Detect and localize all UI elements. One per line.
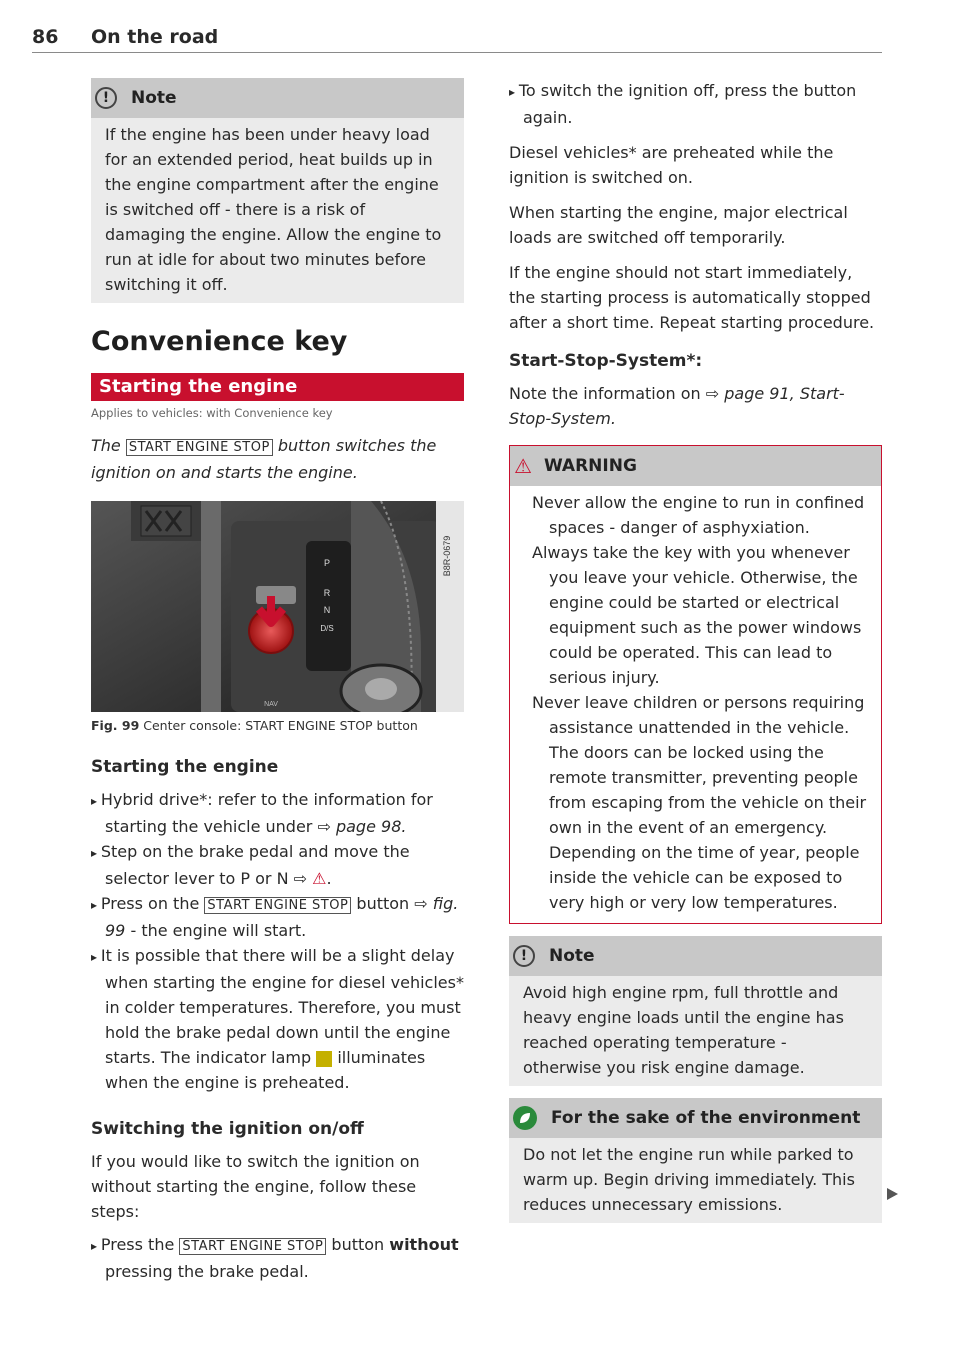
page-ref-link[interactable]: ⇨ page 91, Start-Stop-System.	[509, 384, 845, 428]
start-stop-text	[509, 381, 882, 431]
warning-icon: ⚠	[312, 869, 327, 888]
figure-ref-link[interactable]: ⇨ fig. 99	[105, 894, 459, 940]
note-box-2	[509, 936, 882, 1086]
b3-button-word: button	[356, 894, 410, 913]
section-title: On the road	[91, 26, 219, 48]
starting-heading: Starting the engine	[91, 757, 279, 777]
figure-caption-text: Center console: START ENGINE STOP button	[143, 718, 418, 733]
ss-text: Note the information on	[509, 384, 701, 403]
topic-title: Starting the engine	[91, 373, 464, 401]
start-stop-heading: Start-Stop-System*:	[509, 351, 703, 371]
environment-header	[509, 1098, 882, 1138]
warning-header	[510, 446, 881, 486]
preheat-lamp-icon	[316, 1051, 332, 1067]
gear-p: P	[323, 558, 331, 568]
leaf-icon	[513, 1106, 537, 1130]
sw-b1-button-word: button	[331, 1235, 385, 1254]
page-ref-link[interactable]: ⇨ page 98.	[317, 817, 407, 836]
warning-item: Always take the key with you whenever you leave your vehicle. Otherwise, the engine could be started or electrical equipment such as the power windows could be operated. This can lead to serious injury.	[532, 543, 862, 687]
diesel-text: Diesel vehicles* are preheated while the ignition is switched on.	[509, 143, 834, 187]
environment-label: For the sake of the environment	[551, 1108, 861, 1128]
warning-label: WARNING	[543, 456, 637, 476]
note2-text: Avoid high engine rpm, full throttle and heavy engine loads until the engine has reached operating temperature - otherwise you risk engine damage.	[523, 983, 844, 1077]
page-header	[32, 24, 882, 53]
left-column	[91, 78, 464, 1284]
switching-heading: Switching the ignition on/off	[91, 1119, 364, 1139]
page-number: 86	[32, 26, 59, 48]
intro-pre: The	[91, 436, 121, 455]
loads-text: When starting the engine, major electrical loads are switched off temporarily.	[509, 203, 848, 247]
button-label: START ENGINE STOP	[204, 897, 351, 914]
environment-text: Do not let the engine run while parked to warm up. Begin driving immediately. This reduces unnecessary emissions.	[523, 1145, 855, 1214]
right-column	[509, 78, 882, 1223]
sw-b1-tail: pressing the brake pedal.	[105, 1262, 309, 1281]
list-item: ▸ Step on the brake pedal and move the selector lever to P or N ⇨ ⚠.	[91, 839, 464, 891]
switching-text: If you would like to switch the ignition on without starting the engine, follow these steps:	[91, 1152, 420, 1221]
nav-label: NAV	[264, 701, 278, 708]
intro-post: button switches the ignition on and starts the engine.	[91, 436, 437, 482]
b3-tail: - the engine will start.	[130, 921, 307, 940]
b4-tail: illuminates when the engine is preheated.	[105, 1048, 426, 1092]
button-label: START ENGINE STOP	[179, 1238, 326, 1255]
applies-to: Applies to vehicles: with Convenience key	[91, 406, 333, 420]
warning-item: Never leave children or persons requiring assistance unattended in the vehicle. The doors can be locked using the remote transmitter, preventing people from escaping from the vehicle on their own in the event of an emergency. Depending on the time of year, people inside the vehicle can be exposed to very high or very low temperatures.	[532, 693, 867, 912]
info-icon: !	[95, 87, 117, 109]
figure-code: B8R-0679	[442, 535, 452, 577]
b4-text: It is possible that there will be a slight delay when starting the engine for diesel vehicles* in colder temperatures. Therefore, you must hold the brake pedal down until the engine starts. The indicator lamp	[100, 946, 464, 1067]
warning-triangle-icon: ⚠	[514, 454, 532, 478]
note-header	[91, 78, 464, 118]
gear-ds: D/S	[320, 624, 334, 633]
intro-text	[91, 433, 464, 485]
b1-text: Hybrid drive*: refer to the information for starting the vehicle under	[100, 790, 433, 836]
figure-console-photo	[91, 501, 464, 712]
list-item	[91, 1232, 464, 1284]
note-text: If the engine has been under heavy load for an extended period, heat builds up in the engine compartment after the engine is switched off - there is a risk of damaging the engine. Allow the engine to run at idle for about two minutes before switching it off.	[105, 125, 442, 294]
b2-text: Step on the brake pedal and move the selector lever to P or N ⇨	[100, 842, 410, 888]
continue-arrow-icon	[887, 1188, 898, 1200]
sw-b1-bold: without	[389, 1235, 459, 1254]
button-label: START ENGINE STOP	[126, 439, 273, 456]
note-box	[91, 78, 464, 303]
note2-label: Note	[549, 946, 595, 966]
console-illustration	[91, 501, 464, 712]
figure-label: Fig. 99	[91, 718, 140, 733]
info-icon: !	[513, 945, 535, 967]
list-item: ▸ To switch the ignition off, press the button again.	[509, 78, 882, 130]
gear-n: N	[323, 605, 331, 615]
b3-text: Press on the	[100, 894, 200, 913]
note-label: Note	[131, 88, 177, 108]
list-item	[91, 787, 464, 839]
sw-b1-text: Press the	[100, 1235, 175, 1254]
list-item	[91, 891, 464, 943]
chapter-title: Convenience key	[91, 326, 348, 357]
warning-item: Never allow the engine to run in confined spaces - danger of asphyxiation.	[532, 493, 865, 537]
gear-r: R	[323, 588, 331, 598]
start-text: If the engine should not start immediately, the starting process is automatically stopped after a short time. Repeat starting procedure.	[509, 263, 875, 332]
warning-box	[509, 445, 882, 924]
figure-caption	[91, 718, 464, 733]
note2-header	[509, 936, 882, 976]
environment-box	[509, 1098, 882, 1223]
list-item	[91, 943, 464, 1095]
warning-body	[510, 486, 881, 923]
